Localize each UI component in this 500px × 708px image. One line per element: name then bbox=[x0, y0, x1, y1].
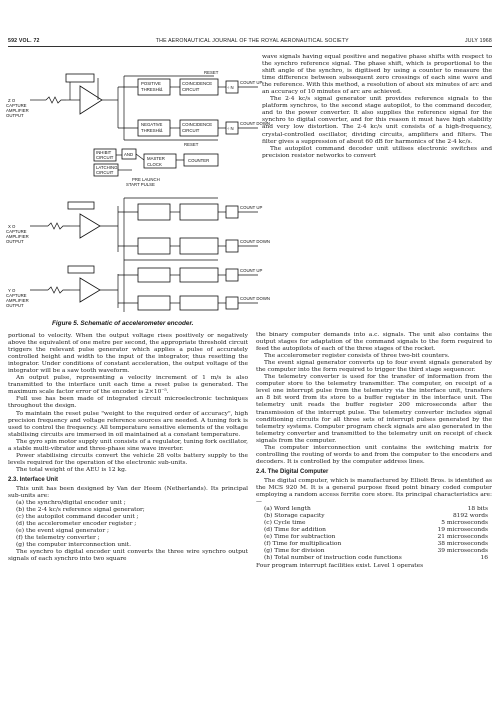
paragraph: To maintain the reset pulse "weight to the required order of accuracy", high precision frequency and voltage reference sources are needed. A tuning fork is used to control the frequency. All temperature sensitive elements of the voltage stabilising circuits are immersed in oil maintained at a constant temperature. bbox=[8, 410, 248, 438]
svg-text:CAPTURE: CAPTURE bbox=[6, 293, 27, 298]
svg-text:COUNT UP: COUNT UP bbox=[240, 205, 263, 210]
svg-text:OUTPUT: OUTPUT bbox=[6, 303, 24, 308]
paragraph: The total weight of the AEU is 12 kg. bbox=[16, 466, 127, 473]
spec-key: (c) Cycle time bbox=[264, 520, 306, 527]
running-header bbox=[8, 38, 492, 44]
paragraph: wave signals having equal positive and negative phase shifts with respect to the synchro reference signal. The phase shift, which is proportional to the shift angle of the synchro, is digitised by using a counter to measure the time difference between subsequent zero crossings of each sine wave and the reference. With this method, a resolution of about six minutes of arc and an accuracy of 10 minutes of arc are achieved. bbox=[262, 54, 492, 96]
svg-text:CAPTURE: CAPTURE bbox=[6, 229, 27, 234]
svg-text:COUNT UP: COUNT UP bbox=[240, 268, 263, 273]
paragraph: The computer interconnection unit contains the switching matrix for controlling the routing of words to and from the computer to the encoders and decoders. It is controlled by the computer address lines. bbox=[256, 444, 492, 465]
subunit-list bbox=[8, 500, 248, 549]
svg-text:AND: AND bbox=[124, 152, 134, 157]
reset-label: RESET bbox=[204, 70, 219, 75]
spec-value: 21 microseconds bbox=[437, 534, 488, 541]
svg-text:COUNT DOWN: COUNT DOWN bbox=[240, 296, 270, 301]
svg-text:NEGATIVE: NEGATIVE bbox=[141, 122, 163, 127]
list-item: (c) the autopilot command decoder unit ; bbox=[16, 514, 139, 521]
paragraph: This unit has been designed by Van der Heem (Netherlands). Its principal sub-units are: bbox=[8, 485, 248, 500]
paragraph: The synchro to digital encoder unit converts the three wire synchro output signals of each synchro into two square bbox=[8, 549, 248, 563]
svg-text:COINCIDENCE: COINCIDENCE bbox=[182, 122, 213, 127]
paragraph: The gyro spin motor supply unit consists of a regulator, tuning fork oscillator, a stable multi-vibrator and three-phase sine wave inverter. bbox=[8, 438, 248, 452]
svg-text:COUNT DOWN: COUNT DOWN bbox=[240, 121, 270, 126]
section-heading: 2.3. Interface Unit bbox=[8, 476, 59, 483]
paragraph: Four program interrupt facilities exist. Level 1 operates bbox=[256, 562, 424, 569]
paragraph: portional to velocity. When the output voltage rises positively or negatively above the equivalent of one metre per second, the appropriate threshold circuit triggers the relevant pulse generator which applies a pulse of accurately controlled height and width to the input of the integrator, thus resetting the integrator. Under conditions of constant acceleration, the output voltage of the integrator will be a saw tooth waveform. bbox=[8, 333, 248, 375]
spec-value: 38 microseconds bbox=[437, 541, 488, 548]
svg-text:MASTER: MASTER bbox=[147, 156, 165, 161]
left-column bbox=[8, 333, 248, 564]
list-item: (a) the synchro/digital encoder unit ; bbox=[16, 500, 126, 507]
svg-text:Y O: Y O bbox=[8, 288, 16, 293]
svg-text:INHIBIT: INHIBIT bbox=[96, 150, 112, 155]
svg-text:START PULSE: START PULSE bbox=[126, 182, 155, 187]
paragraph: The 2·4 kc/s signal generator unit provides reference signals to the platform synchros, to the second stage autopilot, to the command decoder, and to the power converter. It also supplies the reference signal for the synchro to digital converter, and for this reason it must have high stability and very low distortion. The 2·4 kc/s unit consists of a high-frequency, crystal-controlled oscillator, dividing circuits, amplifiers and filters. The filter gives a suppression of about 60 dB for harmonics of the 2·4 kc/s. bbox=[262, 96, 492, 145]
spec-key: (b) Storage capacity bbox=[264, 513, 325, 520]
right-column-top bbox=[262, 54, 492, 160]
encoder-schematic bbox=[4, 56, 270, 318]
section-heading: 2.4. The Digital Computer bbox=[256, 468, 329, 475]
paragraph: The telemetry converter is used for the transfer of information from the computer store to the telemetry transmitter. The computer, on receipt of a level one interrupt pulse from the telemetry via the interface unit, transfers an 8 bit word from its store to a buffer register in the interface unit. The telemetry unit reads the buffer register 200 microseconds after the transmission of the interrupt pulse. The telemetry converter includes signal conditioning circuits for all three sets of interrupt pulses generated by the telemetry systems. Computer program check signals are also generated in the telemetry converter and transmitted to the telemetry unit on receipt of check signals from the computer. bbox=[256, 374, 492, 444]
paragraph: The digital computer, which is manufactured by Elliott Bros. is identified as the MCS 920 M. It is a general purpose fixed point binary coded computer employing a random access ferrite core store. Its principal characteristics are:— bbox=[256, 477, 492, 506]
svg-text:COUNT UP: COUNT UP bbox=[240, 80, 263, 85]
svg-text:AMPLIFIER: AMPLIFIER bbox=[6, 298, 29, 303]
spec-key: (a) Word length bbox=[264, 506, 311, 513]
spec-row bbox=[264, 555, 492, 562]
page-number: 592 VOL. 72 bbox=[8, 38, 40, 44]
svg-text:CIRCUIT: CIRCUIT bbox=[96, 155, 114, 160]
spec-key: (h) Total number of instruction code functions bbox=[264, 555, 402, 562]
svg-text:THRESHld.: THRESHld. bbox=[141, 87, 164, 92]
list-item: (g) the computer interconnection unit. bbox=[16, 542, 132, 549]
spec-value: 5 microseconds bbox=[441, 520, 488, 527]
paragraph: The autopilot command decoder unit utilises electronic switches and precision resistor networks to convert bbox=[262, 145, 492, 159]
spec-key: (d) Time for addition bbox=[264, 527, 326, 534]
svg-text:COINCIDENCE: COINCIDENCE bbox=[182, 81, 213, 86]
z-input-label: Z O bbox=[8, 98, 16, 103]
svg-text:CIRCUIT: CIRCUIT bbox=[182, 128, 200, 133]
svg-text:CLOCK: CLOCK bbox=[147, 162, 162, 167]
spec-value: 16 bbox=[480, 555, 488, 562]
svg-text:CIRCUIT: CIRCUIT bbox=[96, 170, 114, 175]
svg-text:AMPLIFIER: AMPLIFIER bbox=[6, 234, 29, 239]
right-column-bottom bbox=[256, 332, 492, 570]
computer-specs-list bbox=[256, 506, 492, 562]
svg-text:÷ N: ÷ N bbox=[227, 85, 234, 90]
paragraph: The accelerometer register consists of three two-bit counters. bbox=[264, 353, 450, 360]
spec-value: 39 microseconds bbox=[437, 548, 488, 555]
svg-text:OUTPUT: OUTPUT bbox=[6, 239, 24, 244]
paragraph: An output pulse, representing a velocity increment of 1 m/s is also transmitted to the interface unit each time a reset pulse is generated. The maximum scale factor error of the encoder is 2×10⁻⁵. bbox=[8, 375, 248, 396]
z-input-sub2: AMPLIFIER bbox=[6, 108, 29, 113]
svg-text:÷ N: ÷ N bbox=[227, 126, 234, 131]
issue-date: JULY 1968 bbox=[464, 38, 492, 44]
paragraph: Power stabilising circuits convert the vehicle 28 volts battery supply to the levels required for the operation of the electronic sub-units. bbox=[8, 452, 248, 466]
header-rule bbox=[8, 46, 492, 47]
list-item: (f) the telemetry converter ; bbox=[16, 535, 100, 542]
svg-text:X O: X O bbox=[8, 224, 16, 229]
spec-key: (f) Time for multiplication bbox=[264, 541, 342, 548]
svg-text:LATCHING: LATCHING bbox=[96, 165, 118, 170]
spec-key: (e) Time for subtraction bbox=[264, 534, 336, 541]
z-input-sub1: CAPTURE bbox=[6, 103, 27, 108]
spec-value: 8192 words bbox=[452, 513, 488, 520]
spec-value: 19 microseconds bbox=[437, 527, 488, 534]
svg-text:PRE LAUNCH: PRE LAUNCH bbox=[132, 177, 160, 182]
z-input-sub3: OUTPUT bbox=[6, 113, 24, 118]
list-item: (d) the accelerometer encoder register ; bbox=[16, 521, 137, 528]
svg-text:CIRCUIT: CIRCUIT bbox=[182, 87, 200, 92]
paragraph: the binary computer demands into a.c. signals. The unit also contains the output stages for adaptation of the command signals to the form required to feed the autopilots of each of the three stages of the rocket. bbox=[256, 332, 492, 353]
svg-text:COUNTER: COUNTER bbox=[188, 158, 210, 163]
spec-value: 18 bits bbox=[467, 506, 488, 513]
svg-text:RESET: RESET bbox=[184, 142, 199, 147]
list-item: (b) the 2·4 kc/s reference signal generator; bbox=[16, 507, 145, 514]
paragraph: Full use has been made of integrated circuit microelectronic techniques throughout the design. bbox=[8, 396, 248, 410]
list-item: (e) the event signal generator ; bbox=[16, 528, 109, 535]
figure-caption: Figure 5. Schematic of accelerometer encoder. bbox=[52, 320, 194, 327]
journal-title: THE AERONAUTICAL JOURNAL OF THE ROYAL AERONAUTICAL SOCIETY bbox=[155, 38, 349, 44]
svg-text:COUNT DOWN: COUNT DOWN bbox=[240, 239, 270, 244]
svg-text:THRESHld.: THRESHld. bbox=[141, 128, 164, 133]
svg-text:POSITIVE: POSITIVE bbox=[141, 81, 161, 86]
spec-key: (g) Time for division bbox=[264, 548, 325, 555]
paragraph: The event signal generator converts up to four event signals generated by the computer into the form required to trigger the third stage sequencer. bbox=[256, 360, 492, 374]
